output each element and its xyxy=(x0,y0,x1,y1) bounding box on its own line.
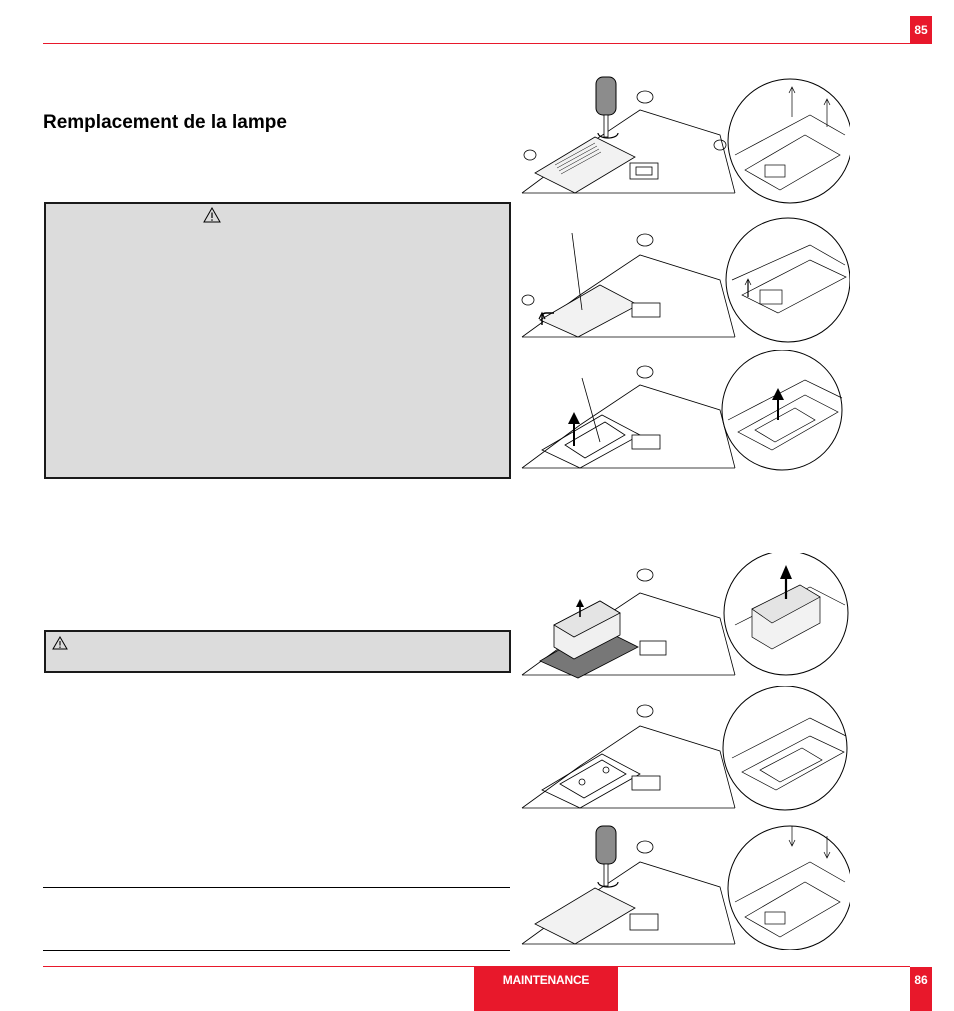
warning-triangle-icon xyxy=(203,207,221,223)
page-title: Remplacement de la lampe xyxy=(43,112,287,133)
screwdriver-icon xyxy=(596,826,618,887)
header-rule xyxy=(43,43,910,44)
page-number-bottom: 86 xyxy=(910,967,932,1011)
lamp-housing-installed-icon xyxy=(579,767,609,785)
illustration-step-5 xyxy=(520,686,850,814)
warning-triangle-icon xyxy=(52,636,68,650)
screwdriver-icon xyxy=(596,77,618,138)
note-rule-bottom xyxy=(43,950,510,951)
section-tab-maintenance: MAINTENANCE xyxy=(474,967,618,1011)
illustration-step-2 xyxy=(520,215,850,345)
illustration-step-4 xyxy=(520,553,850,681)
warning-box-large xyxy=(44,202,511,479)
illustration-step-6 xyxy=(520,822,850,950)
note-rule-top xyxy=(43,887,510,888)
warning-box-small xyxy=(44,630,511,673)
illustration-step-3 xyxy=(520,350,850,475)
illustration-step-1 xyxy=(520,75,850,210)
page-number-top: 85 xyxy=(910,16,932,44)
